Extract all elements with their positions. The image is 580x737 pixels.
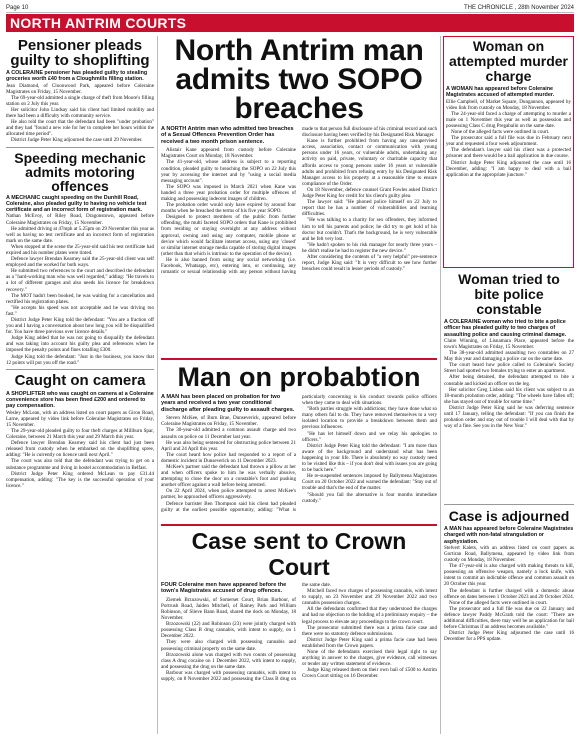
paragraph: District Judge Peter King told the defendant: "You are a fraction off you and I having a conversation about how long you will be disqualified for. You have three previous over licence details." [6,317,154,336]
paragraph: The defendant's lawyer said his client was a protected prisoner and there would be a bail application in due course. [446,147,571,160]
paragraph: "He has let himself down and we relay his apologies to officers." [302,430,437,443]
article-speeding-mechanic [6,151,154,366]
standfirst: A WOMAN has appeared before Coleraine Magistrates accused of attempted murder. [446,86,555,99]
article-attempted-murder [443,36,574,268]
standfirst: A MECHANIC caught speeding on the Dunhill Road, Coleraine, also pleaded guilty to having no vehicle test certificate and an incorrect form of registration mark. [6,194,147,214]
article-body [444,338,574,429]
headline: Speeding mechanic admits motoring offences [14,149,146,194]
headline: Man on probabtion [177,362,421,392]
article-caught-on-camera [6,373,154,489]
paragraph: He submitted two references to the court and described the defendant as a "hard-working man who was well regarded," adding: "He travels to a lot of different garages and also needs his licence for breakdown recovery." [6,268,154,293]
divider [444,504,574,505]
paragraph: Kane is further prohibited from having any unsupervised access, association, contact or communication with young persons under 16 years, or vulnerable adults, undertaking any activity on paid, private, voluntary or charitable capacity that affords access to young persons under 16 years or vulnerable adults and prohibited from refusing entry by his Designated Risk Manager access to his property at a reasonable time to ensure compliance of the Order. [302,138,437,187]
standfirst: A MAN has appeared before Coleraine Magistrates charged with non-fatal strangulation or asphyxiation. [444,526,574,545]
paragraph: The 30-year-old admitted a common assault charge and two assaults on police on 11 December last year. [161,427,296,440]
paragraph: He was also being sentenced for obstructing police between 21 April and 24 April this year. [161,439,296,452]
paragraph: Her solicitor Greg Lisbon said his client was subject to an 18-month probation order, adding: "The wheels have fallen off; she has stayed out of trouble for some time." [444,386,574,405]
paragraph: On 18 November, defence counsel Grant Fowles asked District Judge Peter King for credit for his client's guilty plea. [302,186,437,200]
paragraph: The 41-year-old, whose address is subject to a reporting condition, pleaded guilty to breaching the SOPO on 22 July this year by accessing the internet and by "using a social media messaging account". [161,159,296,184]
article-body [161,126,437,352]
paragraph: After being detained, the defendant attempted to bite a constable and kicked an officer on the leg. [444,374,574,387]
page-header [6,3,574,13]
paragraph: The lawyer said: "He phoned police himself on 22 July to report that he has a number of vulnerabilities and learning difficulties. [302,199,437,218]
paragraph: The 38-year-old admitted assaulting two constables on 27 May this year and damaging a police car on the same date. [444,350,574,363]
headline: Pensioner pleads guilty to shoplifting [10,37,150,69]
paragraph: Wesley McLean, with an address listed on court papers as Giron Road, Larne, appeared by video link before Coleraine Magistrates on Friday, 15 November. [6,409,154,428]
section-banner: NORTH ANTRIM COURTS [6,14,574,32]
paragraph: None of the defendants exercised their legal right to say anything in answer to the charges, give evidence, call witnesses or tender any written statement of evidence. [302,649,437,668]
paragraph: The 47-year-old is also charged with making threats to kill, possessing an offensive weapon, namely a lock knife, with intent to commit an indictable offence and common assault on 20 October this year. [444,563,574,588]
paragraph: District Judge Peter King ordered McLean to pay £31.44 compensation, adding: "The key is the successful operation of your licence." [6,470,154,489]
left-column [6,36,154,734]
paragraph: District Judge Peter King adjourned the case until 16 December, adding: "I am happy to deal with a bail application at the appropriate juncture." [446,159,571,178]
section-rule [161,524,437,526]
paragraph: Brzozowski alone was charged with two counts of possessing class A drug cocaine on 1 December 2022, with intent to supply, and possessing the drug on the same date. [161,651,296,670]
article-body [446,99,571,178]
paragraph: "He accepts his speed was not acceptable and he was driving too fast." [6,304,154,317]
paragraph: Ellie Campbell, of Market Square, Dungannon, appeared by video link from custody on Monday, 18 November. [446,98,571,111]
paragraph: Ziemek Brzozowski, of Somerset Court, Brian Barbour, of Portrush Road, Jaiden Mitchell, of Rainey Park and William Robinson, of Slieve Bann Road, shared the dock on Monday, 18 November. [161,596,296,622]
paragraph: "He hadn't spoken to his risk manager for nearly three years – he didn't realise he had to register the new device." [302,241,437,254]
paragraph: "Should you fail the alternative is four months immediate custody." [302,491,437,504]
article-pensioner [6,38,154,144]
paragraph: He admitted driving at 47mph at 5.25pm on 29 November this year as well as having no test certificate and an incorrect form of registration mark on the same date. [6,225,154,244]
paragraph: On 22 April 2024, when police attempted to arrest McKee's partner, he approached officers aggressively. [161,488,296,501]
paragraph: Defence lawyer Brendan Kearney said his client had just been released from custody when he embarked on the shoplifting spree, adding: "He is currently on licence until next April." [6,440,154,459]
standfirst: A SHOPLIFTER who was caught on camera at a Coleraine convenience store has been fined £200 and ordered to pay compensation. [6,390,154,410]
article-crown-court [161,528,437,734]
headline: Woman tried to bite police constable [458,272,560,317]
divider [6,147,154,148]
article-man-on-probation [161,362,437,522]
section-rule [161,358,437,360]
paragraph: The court heard how police had responded to a report of a domestic incident in Dunseverick on 11 December 2023. [161,451,296,464]
article-body [161,582,437,734]
paragraph: Designed to protect members of the public from further offending, the multi faceted SOPO orders that Kane is prohibited from residing or staying overnight at any address without approval, owning and using any computer, mobile phone or device which would facilitate internet access, using any 'closed' or similar internet storage media capable of storing digital images (other than that which is intrinsic to the operation of the device). [161,214,296,257]
article-body [161,394,437,519]
paragraph: When stopped at the scene the 25-year-old said his test certificate had expired and his number plates were tinted. [6,243,154,256]
paragraph: District Judge Peter King adjourned the case until 29 November. [11,137,143,144]
paragraph: He also told the court that the defendant had been "under probation" and they had "found a new role for her to complete her hours within the allocated time period". [6,119,154,138]
paragraph: Barbour was charged with possessing cannabis, with intent to supply, on 8 November 2022 and possessing the Class B drug on the same date. [161,582,331,683]
article-sopo-breaches [161,36,437,356]
paragraph: None of the alleged facts were outlined in court. [451,129,550,136]
paragraph: The prosecutor and a full file was due on 22 January and defence lawyer Paddy McGrath told the court: "There are additional difficulties, there may well be an application for bail before Christmas if an address becomes available." [444,605,574,631]
article-body [6,410,154,489]
standfirst: A NORTH Antrim man who admitted two breaches of a Sexual Offences Prevention Order has received a two month prison sentence. [161,126,294,145]
paragraph: Judge King added that he was not going to disqualify the defendant and was taking into account his guilty plea and references when he imposed the penalty points and fines totalling £300. [6,335,154,354]
paragraph: Claire Winning, of Lisnamara Place, appeared before the town's Magistrates on Friday, 15 November. [444,337,574,350]
headline: Woman on attempted murder charge [448,38,569,84]
standfirst: FOUR Coleraine men have appeared before the town's Magistrates accused of drug offences. [161,582,287,595]
paragraph: The SOPO was imposed in March 2021 when Kane was handed a three year probation order for multiple offences of making and possessing indecent images of children. [161,183,296,202]
paragraph: "He was talking to a charity for sex offenders, they informed him to tell his parents and police; he did try to get hold of his doctor but couldn't. That's the background, he is very vulnerable and he felt very lost. [302,217,437,242]
paragraph: The court was also told that the defendant was trying to get on a substance programme and living in hostel accommodation in Belfast. [6,458,154,471]
divider [6,369,154,370]
standfirst: A COLERAINE pensioner has pleaded guilty to stealing groceries worth £40 from a Cloughmills filling station. [6,70,148,83]
paragraph: District Judge Peter King said he was deferring sentence until 17 January, telling the defendant: "If you can finish the probation order and stay out of trouble I will deal with that by way of a fine. See you in the New Year." [444,404,574,430]
column-rule [440,36,441,734]
article-body [6,213,154,365]
paragraph: District Judge Peter King told the defendant: "I am more than aware of the background and understand what has been happening in your life. There is absolutely no way custody need to be visited like this – if you don't deal with issues you are going to be back here." [302,442,437,474]
paragraph: None of the alleged facts were outlined in court. [449,599,548,606]
paragraph: They were also charged with possessing cannabis and possessing criminal property on the same date. [161,639,296,652]
paragraph: He re-suspended sentences imposed by Ballymena Magistrates Court on 20 October 2022 and warned the defendant: "Stay out of trouble and that's the end of the matter. [302,473,437,492]
paragraph: Jean Diamond, of Cloonwood Park, appeared before Coleraine Magistrates on Friday, 15 November. [6,82,154,95]
paragraph: Judge King told the defendant: "Just in the business, you know that 12 points will put you off the road." [6,353,154,366]
paragraph: Defence lawyer Brendan Kearney said the 25-year-old client was self employed and the worked for both ways. [6,256,154,269]
paragraph: Her solicitor John Lindsay said his client had limited mobility and there had been a difficulty with community service. [6,106,154,120]
paragraph: The 69-year-old admitted a single charge of theft from Moore's filling station on 2 July this year. [6,94,154,107]
paragraph: Steven McKee, of Burn Brae, Dunseverick, appeared before Coleraine Magistrates on Friday, 15 November. [161,415,296,428]
headline: Caught on camera [14,371,146,389]
paragraph: District Judge Peter King adjourned the case until 16 December for a PPS update. [444,630,574,643]
paragraph: District Judge Peter King said a prima facie case had been established from the Crown papers. [302,636,437,649]
paragraph: The probation order would only have expired by around four months when he breached the terms of his five year SOPO. [161,202,296,215]
article-case-adjourned [444,508,574,734]
standfirst: A MAN has been placed on probation for two years and received a two year conditional discharge after pleading guilty to assault charges. [161,394,295,413]
paragraph: Nathan McEvoy, of Riley Road, Dragonstown, appeared before Coleraine Magistrates on Friday, 15 November. [6,213,154,226]
paragraph: All the defendants confirmed that they understood the charges and had no objection to the holding of a preliminary enquiry – the legal process to elevate any proceedings to the crown court. [302,606,437,625]
paragraph: The MOT hadn't been booked, he was waiting for a cancellation and rectified his registration plates. [6,292,154,305]
paragraph: Alistair Kane appeared from custody before Coleraine Magistrates Court on Monday, 18 November. [161,147,296,160]
article-body [6,83,154,144]
paragraph: Brzozowski (22) and Robinson (23) were jointly charged with possessing Class B drug cannabis, with intent to supply, on 1 December 2022. [161,621,296,640]
headline: Case sent to Crown Court [191,528,407,580]
article-bite-constable [444,272,574,502]
standfirst: A COLERAINE woman who tried to bite a police officer has pleaded guilty to two charges of assaulting police and causing criminal damage. [444,319,567,338]
paragraph: The defendant is further charged with a domestic abuse offence on dates between 1 October 2023 and 20 October 2024. [444,587,574,600]
headline: North Antrim man admits two SOPO breaches [174,36,424,125]
column-rule [157,36,158,734]
paragraph: Stelvert Kalets, with an address listed on court papers as Gortiran Road, Ballymena, appeared by video link from custody on Monday, 18 November. [444,544,574,564]
paragraph: McKee's partner said the defendant had thrown a pillow at her and when officers spoke to him he was verbally abusive, attempting to close the door on a constable's foot and pushing another officer against a wall before being arrested. [161,463,296,489]
publication-date: THE CHRONICLE , 28th November 2024 [463,4,574,11]
paragraph: Judge King released them on their own bail of £500 to Antrim Crown Court sitting on 16 December. [302,667,437,680]
paragraph: After considering the contents of "a very helpful" pre-sentence report, Judge King said: "It is very difficult to see how further breaches could result in lesser periods of custody." [302,253,437,273]
paragraph: The 24-year-old faced a charge of attempting to murder a male on 1 November this year as well as possession and possessing Class C drug Pregabalin on the same date. [446,110,571,129]
paragraph: Defence barrister Ben Thompson said his client had pleaded guilty at the earliest possible opportunity, adding: "What is particularly concerning is his conduct towards police officers when they came to deal with situations. [161,394,437,513]
paragraph: The court heard how police called to Coleraine's Society Street had spotted two females trying to enter an apartment. [444,362,574,375]
article-body [444,545,574,643]
headline: Case is adjourned [448,508,570,524]
paragraph: The prosecutor said a full file was due in February next year and requested a four week adjournment. [446,135,571,148]
paragraph: The 29-year-old pleaded guilty to four theft charges at Millburn Spar, Coleraine, between 21 March this year and 29 March this year. [6,427,154,441]
paragraph: Mitchell faced two charges of possessing cannabis, with intent to supply, on 23 November and 29 November 2022 and two cannabis possession charges. [302,588,437,607]
paragraph: The prosecutor submitted there was a prima facie case and there were no statutory defence submissions. [302,624,437,637]
paragraph: He is also banned from using any social networking (i.e. Facebook, Whatsapp, etc), entering into, or continuing, any romantic or sexual relationship with any person without having made to that person full disclosure of his criminal record and such disclosure having been verified by his Designated Risk Manager. [161,126,437,276]
page-number: Page 10 [6,4,29,11]
paragraph: "Both parties struggle with addictions; they have done what so many others fail to do. They have removed themselves to a very isolated location to provide a breakdown between them and previous influences. [302,406,437,431]
